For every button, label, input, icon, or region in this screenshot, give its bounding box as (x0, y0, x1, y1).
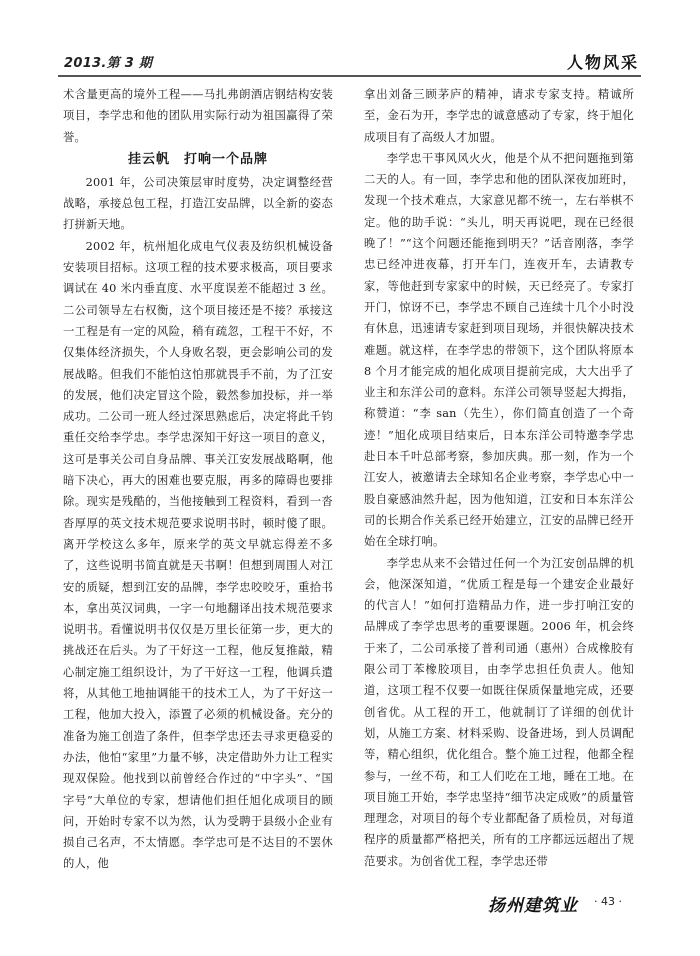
paragraph: 2002 年，杭州旭化成电气仪表及纺织机械设备安装项目招标。这项工程的技术要求极高，项目要求调试在 40 米内垂直度、水平度误差不能超过 3 丝。二公司领导左右权衡，这个项目接还是不接？承接这一工程是有一定的风险，稍有疏忽，工程干不好，不仅集体经济损失，个人身败名裂，更会影响公司的发展战略。但我们不能怕这怕那就畏手不前，为了江安的发展，他们决定冒这个险，毅然参加投标，并一举成功。二公司一班人经过深思熟虑后，决定将此千钧重任交给李学忠。李学忠深知干好这一项目的意义，这可是事关公司自身品牌、事关江安发展战略啊，他暗下决心，再大的困难也要克服，再多的障碍也要排除。现实是残酷的，当他接触到工程资料，看到一沓沓厚厚的英文技术规范要求说明书时，顿时傻了眼。离开学校这么多年，原来学的英文早就忘得差不多了，这些说明书简直就是天书啊！但想到周围人对江安的质疑，想到江安的品牌，李学忠咬咬牙，重拾书本，拿出英汉词典，一字一句地翻译出技术规范要求说明书。看懂说明书仅仅是万里长征第一步，更大的挑战还在后头。为了干好这一工程，他反复推敲，精心制定施工组织设计，为了干好这一工程，他调兵遣将，从其他工地抽调能干的技术工人，为了干好这一工程，他加大投入，添置了必须的机械设备。充分的准备为施工创造了条件，但李学忠还去寻求更稳妥的办法，他怕“家里”力量不够，决定借助外力让工程实现双保险。他找到以前曾经合作过的“中字头”、“国字号”大单位的专家，想请他们担任旭化成项目的顾问，开始时专家不以为然，认为受聘于县级小企业有损自己名声，不太情愿。李学忠可是不达目的不罢休的人，他 (63, 239, 333, 871)
paragraph: 术含量更高的境外工程——马扎弗朗酒店钢结构安装项目，李学忠和他的团队用实际行动为祖国赢得了荣誉。 (63, 88, 333, 144)
paragraph: 李学忠从来不会错过任何一个为江安创品牌的机会，他深深知道，“优质工程是每一个建安企业最好的代言人！”如何打造精品力作，进一步打响江安的品牌成了李学忠思考的重要课题。2006 年，机会终于来了，二公司承接了普利司通（惠州）合成橡胶有限公司丁苯橡胶项目，由李学忠担任负责人。他知道，这项工程不仅要一如既往保质保量地完成，还要创省优。从工程的开工，他就制订了详细的创优计划，从施工方案、材料采购、设备进场，到人员调配等，精心组织，优化组合。整个施工过程，他都全程参与，一丝不苟，和工人们吃在工地，睡在工地。在项目施工开始，李学忠坚持“细节决定成败”的质量管理理念，对项目的每个专业都配备了质检员，对每道程序的质量都严格把关，所有的工序都远远超出了规范要求。为创省优工程，李学忠还带 (364, 556, 634, 868)
magazine-logo: 扬州建筑业 (488, 896, 578, 916)
paragraph: 拿出刘备三顾茅庐的精神，请求专家支持。精诚所至，金石为开，李学忠的诚意感动了专家，终于旭化成项目有了高级人才加盟。 (364, 88, 634, 144)
left-column (63, 84, 333, 875)
header-rule (58, 75, 641, 77)
paragraph: 2001 年，公司决策层审时度势，决定调整经营战略，承接总包工程，打造江安品牌，以全新的姿态打拼新天地。 (63, 175, 333, 232)
issue-label: 2013.第 3 期 (64, 56, 153, 71)
section-heading: 挂云帆 打响一个品牌 (127, 151, 268, 167)
section-title: 人物风采 (566, 53, 639, 72)
paragraph: 李学忠干事风风火火，他是个从不把问题拖到第二天的人。有一回，李学忠和他的团队深夜加班时，发现一个技术难点，大家意见都不统一，左右举棋不定。他的助手说：“头儿，明天再说吧，现在已经很晚了！”“这个问题还能拖到明天？”话音刚落，李学忠已经冲进夜幕，打开车门，连夜开车，去请教专家，等他赶到专家家中的时候，天已经亮了。专家打开门，惊讶不已，李学忠不顾自己连续十几个小时没有休息，迅速请专家赶到项目现场，并很快解决技术难题。就这样，在李学忠的带领下，这个团队将原本 8 个月才能完成的旭化成项目提前完成，大大出乎了业主和东洋公司的意料。东洋公司领导竖起大拇指，称赞道：“李 san（先生），你们简直创造了一个奇迹！”旭化成项目结束后，日本东洋公司特邀李学忠赴日本千叶总部考察，参加庆典。那一刻，作为一个江安人，被邀请去全球知名企业考察，李学忠心中一股自豪感油然升起，因为他知道，江安和日本东洋公司的长期合作关系已经开始建立，江安的品牌已经开始在全球打响。 (364, 151, 634, 549)
page-header (58, 50, 641, 74)
right-column (364, 84, 634, 872)
page-number: · 43 · (594, 895, 622, 908)
